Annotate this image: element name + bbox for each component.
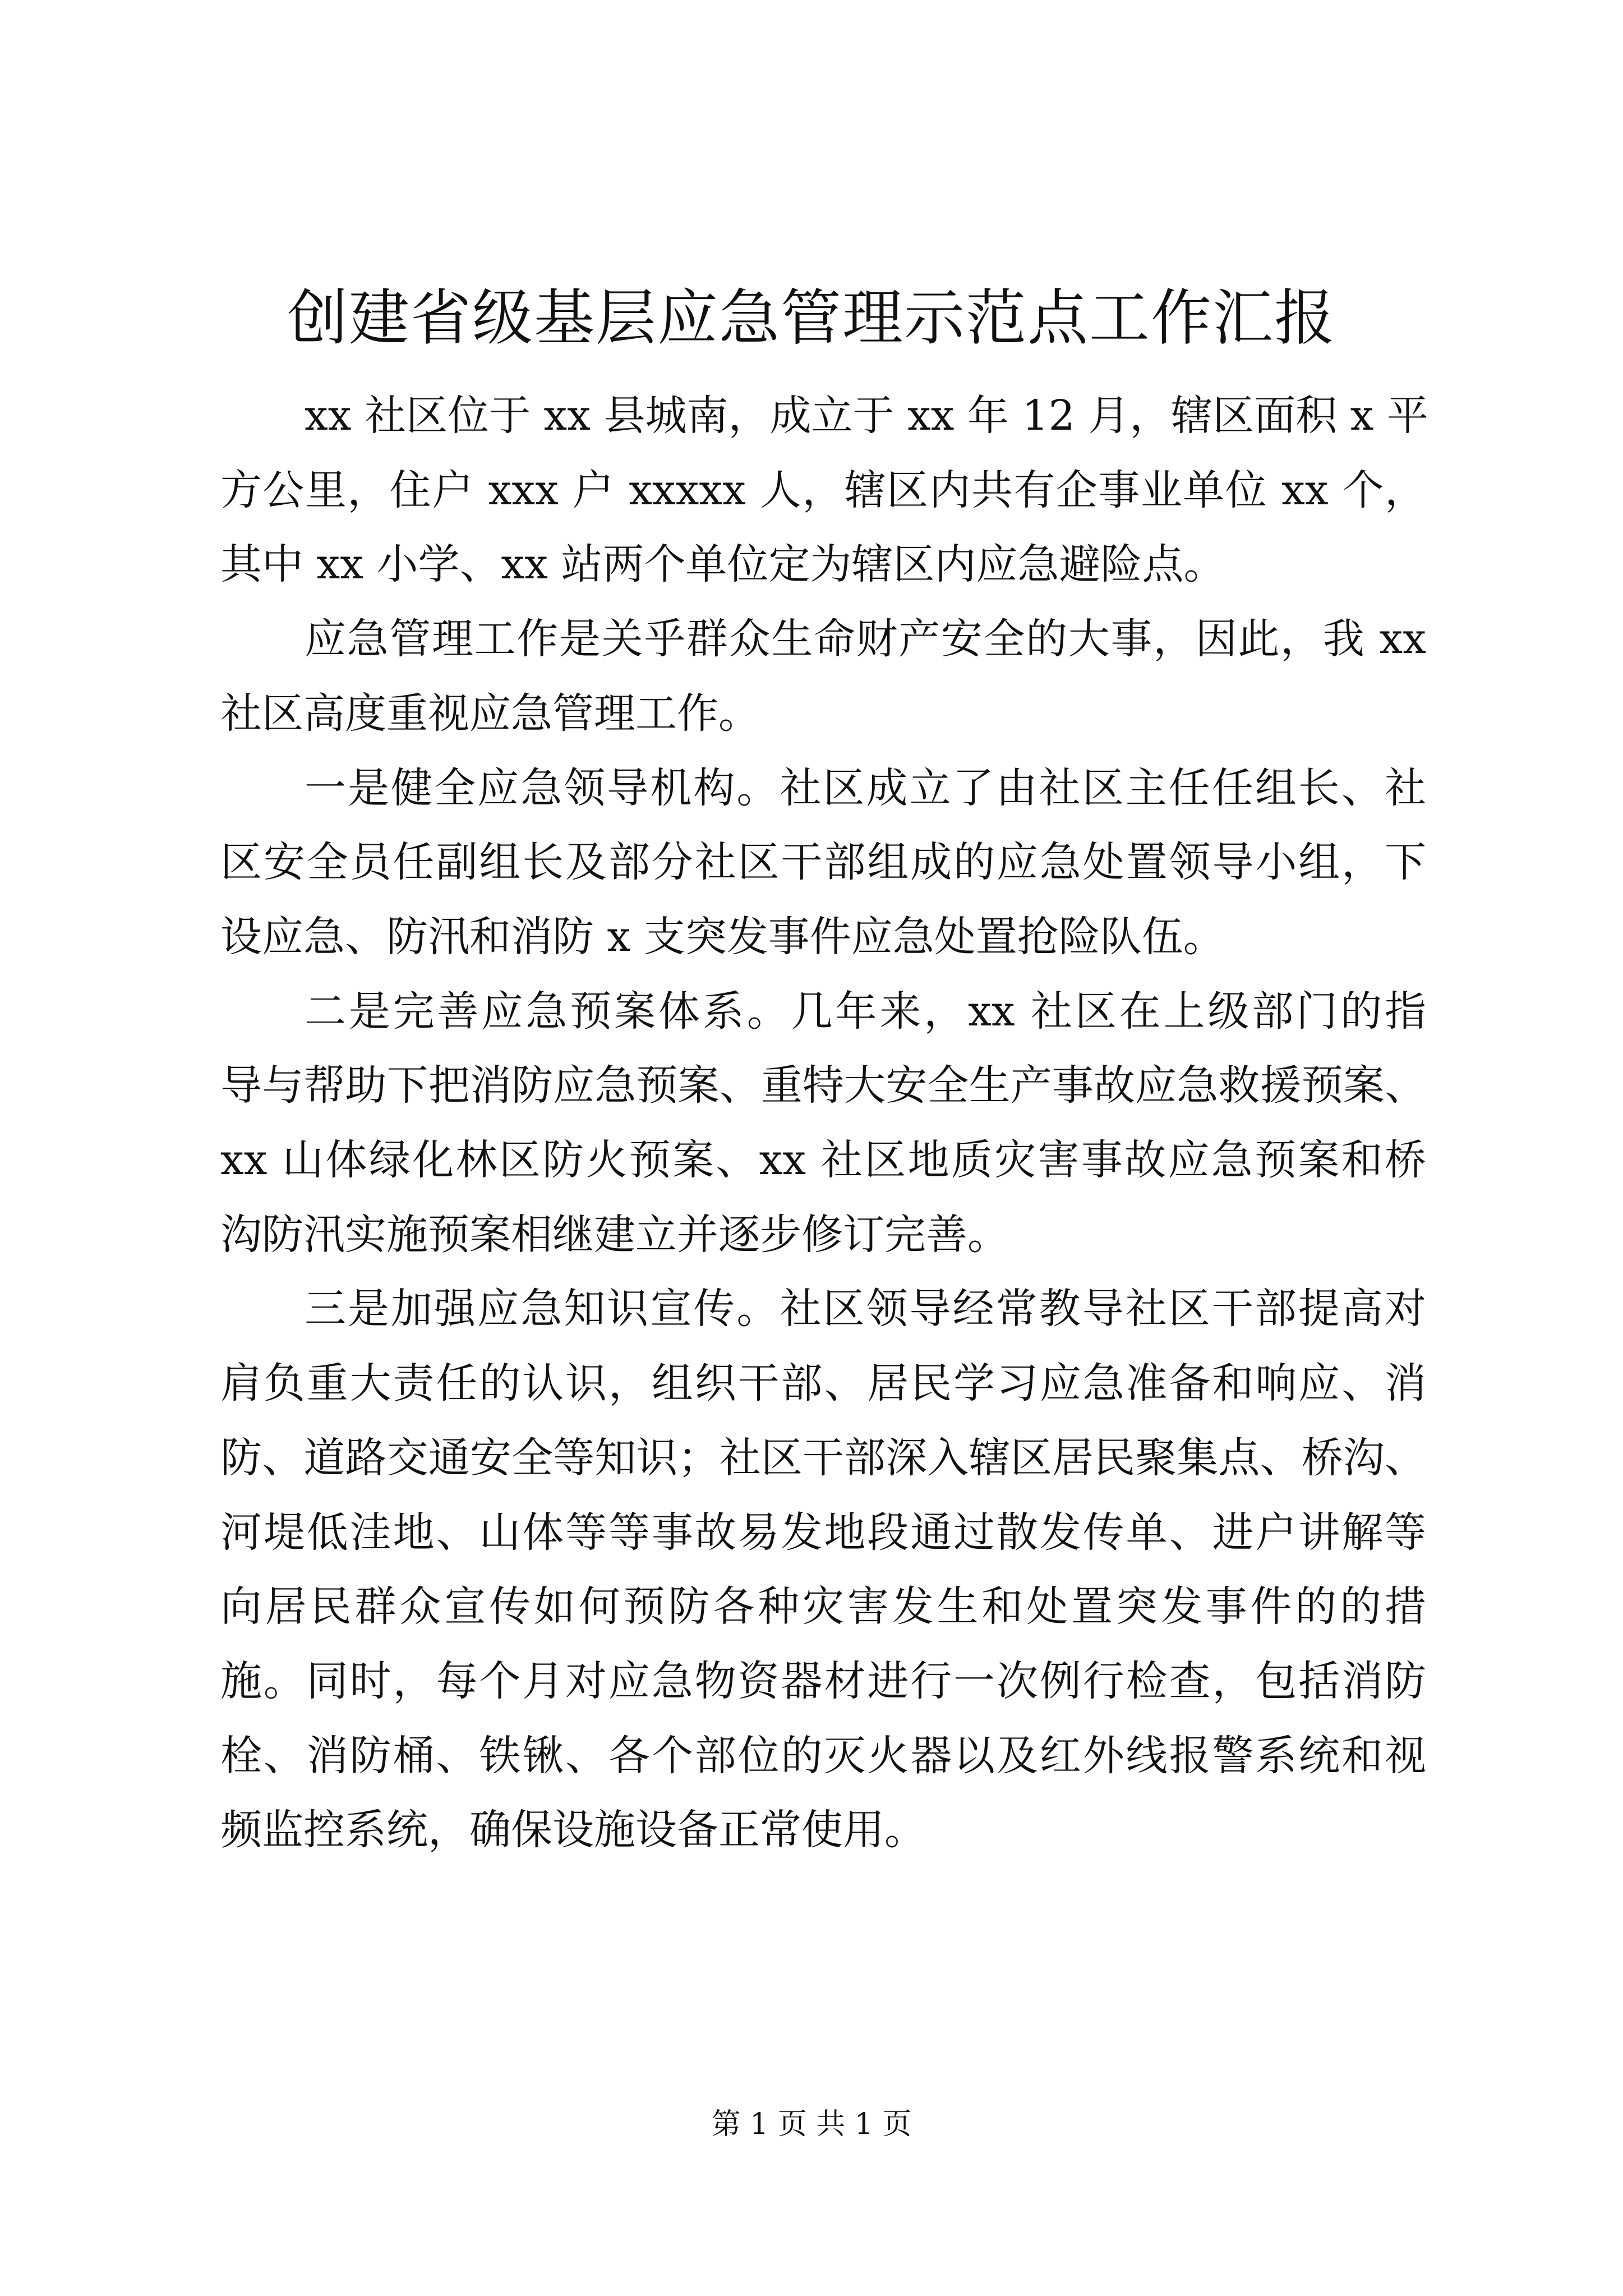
text-line: 社区高度重视应急管理工作。 bbox=[220, 689, 760, 738]
text-line: 其中 xx 小学、xx 站两个单位定为辖区内应急避险点。 bbox=[220, 540, 1225, 589]
document-title: 创建省级基层应急管理示范点工作汇报 bbox=[287, 283, 1336, 353]
text-line: 防、道路交通安全等知识；社区干部深入辖区居民聚集点、桥沟、 bbox=[220, 1433, 1426, 1482]
text-line: 设应急、防汛和消防 x 支突发事件应急处置抢险队伍。 bbox=[220, 912, 1225, 961]
text-line: xx 社区位于 xx 县城南，成立于 xx 年 12 月，辖区面积 x 平 bbox=[305, 392, 1428, 440]
text-line: 河堤低洼地、山体等等事故易发地段通过散发传单、进户讲解等 bbox=[220, 1508, 1426, 1557]
paragraph-leadership bbox=[220, 751, 1426, 974]
text-line: 施。同时，每个月对应急物资器材进行一次例行检查，包括消防 bbox=[220, 1657, 1426, 1705]
text-line: 三是加强应急知识宣传。社区领导经常教导社区干部提高对 bbox=[305, 1285, 1426, 1333]
document-body bbox=[220, 379, 1426, 1867]
page-footer: 第 1 页 共 1 页 bbox=[711, 2108, 912, 2141]
text-line: 应急管理工作是关乎群众生命财产安全的大事，因此，我 xx bbox=[305, 615, 1426, 664]
text-line: 栓、消防桶、铁锹、各个部位的灭火器以及红外线报警系统和视 bbox=[220, 1731, 1426, 1780]
text-line: 一是健全应急领导机构。社区成立了由社区主任任组长、社 bbox=[305, 763, 1426, 812]
paragraph-publicity bbox=[220, 1272, 1426, 1867]
text-line: 沟防汛实施预案相继建立并逐步修订完善。 bbox=[220, 1210, 1009, 1259]
paragraph-plans bbox=[220, 974, 1426, 1272]
text-line: 二是完善应急预案体系。几年来，xx 社区在上级部门的指 bbox=[305, 987, 1426, 1036]
paragraph-intro bbox=[220, 379, 1426, 602]
paragraph-importance bbox=[220, 602, 1426, 751]
text-line: 区安全员任副组长及部分社区干部组成的应急处置领导小组，下 bbox=[220, 838, 1426, 887]
text-line: 肩负重大责任的认识，组织干部、居民学习应急准备和响应、消 bbox=[220, 1359, 1426, 1408]
text-line: 方公里，住户 xxx 户 xxxxx 人，辖区内共有企事业单位 xx 个， bbox=[220, 466, 1426, 514]
text-line: 频监控系统，确保设施设备正常使用。 bbox=[220, 1806, 926, 1855]
text-line: xx 山体绿化林区防火预案、xx 社区地质灾害事故应急预案和桥 bbox=[220, 1136, 1426, 1185]
text-line: 导与帮助下把消防应急预案、重特大安全生产事故应急救援预案、 bbox=[220, 1061, 1426, 1110]
text-line: 向居民群众宣传如何预防各种灾害发生和处置突发事件的的措 bbox=[220, 1582, 1426, 1631]
